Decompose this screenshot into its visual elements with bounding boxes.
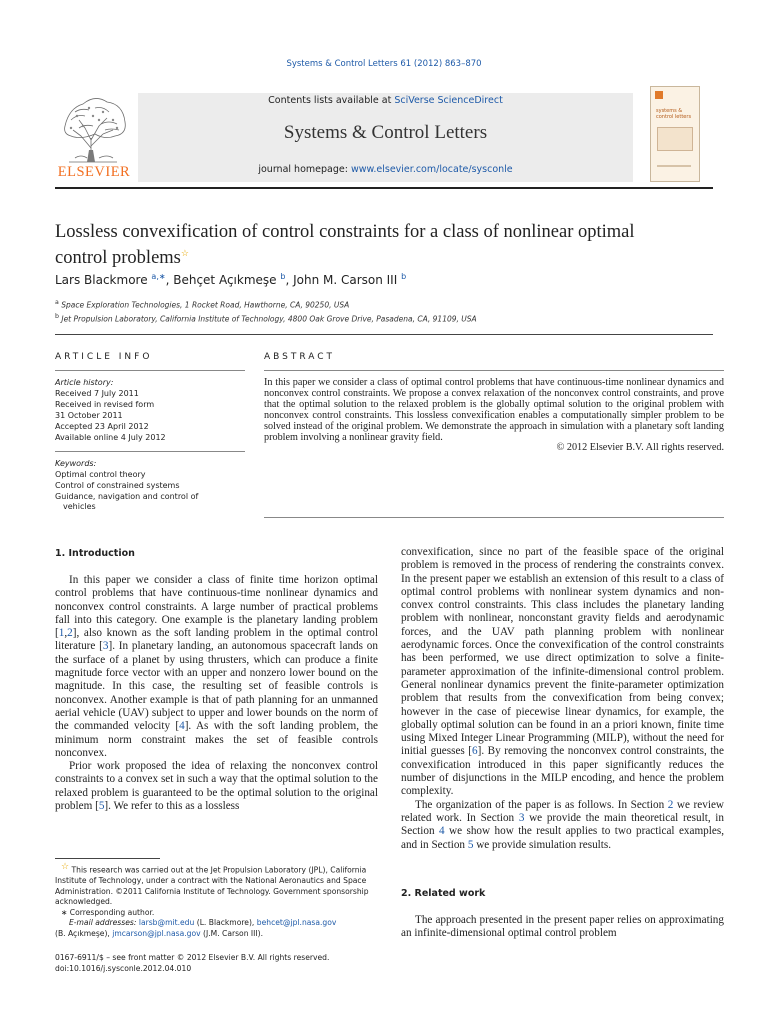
cover-footer-bar [657, 165, 691, 167]
email-link[interactable]: larsb@mit.edu [138, 918, 195, 928]
intro-paragraph-3 [401, 546, 724, 799]
cover-illustration [657, 127, 693, 151]
ref-link[interactable]: 6 [472, 745, 478, 758]
abstract-text: In this paper we consider a class of optimal control problems that have continuous-time nonlinear dynamics and nonconvex control constraints. We propose a convex relaxation of the nonconvex control constraints, and prove that the optimal solution to the relaxed problem is the globally optimal solution to the original problem with nonconvex control constraints. This lossless convexification enables a computationally simpler problem to be solved instead of the original problem. We demonstrate the approach in simulation with a planetary soft landing problem involving a nonlinear gravity field. [264, 377, 724, 443]
related-work-body [401, 914, 724, 941]
affiliation-divider [55, 334, 713, 335]
left-column [55, 574, 378, 813]
homepage-link[interactable]: www.elsevier.com/locate/sysconle [350, 164, 513, 175]
footnote-emails [55, 918, 378, 929]
keyword-item: Optimal control theory [55, 470, 146, 479]
intro-paragraph-1 [55, 574, 378, 760]
text-run: The organization of the paper is as follows. In Section [415, 798, 668, 811]
text-run: ], also known as the soft landing problem in the optimal control literature [ [55, 627, 378, 653]
text-run: convexification, since no part of the feasible space of the original problem is removed in the process of rendering the constraints convex. In the present paper we establish an extension of this result to a class of optimal control problems with nonlinear system dynamics and non-convex control constraints. This class includes the planetary landing problem with nonlinear, nonconstant gravity fields and aerodynamic forces, and the UAV path planning problem with nonlinear aerodynamic forces. Once the convexification of the control constraints has been performed, we use direct optimization to solve a finite-parameter approximation of the infinite-dimensional control problem. General nonlinear dynamics prevent the finite-parameter optimization problem that results from the convexification from being convex; however in the case of piecewise linear dynamics, for example, the globally optimal solution can be found in an a priori known, finite time using Mixed Integer Linear Programming (MILP), without the need for initial guesses [ [401, 546, 724, 758]
keyword-item: Guidance, navigation and control of [55, 492, 199, 501]
text-run: Prior work proposed the idea of relaxing the nonconvex control constraints to a convex set in such a way that the optimal solution to the relaxed problem is guaranteed to be the optimal solution to the original problem [ [55, 760, 378, 813]
homepage-prefix: journal homepage: [258, 164, 351, 175]
text-run: we provide the main theoretical result, in Section [401, 811, 724, 838]
author-separator: , [285, 273, 294, 287]
text-run: ]. We refer to this as a lossless [104, 800, 240, 813]
keyword-item: vehicles [63, 502, 96, 511]
journal-cover-thumbnail[interactable] [650, 86, 700, 182]
text-run: In this paper we consider a class of finite time horizon optimal control problems that have continuous-time nonlinear dynamics and nonconvex control constraints. A large number of practical problems fall into this category. One example is the planetary landing problem [ [55, 574, 378, 640]
text-run: ]. By removing the nonconvex control constraints, the convexification introduced in this paper significantly reduces the number of disjunctions in the MILP encoding, and hence the problem complexity. [401, 745, 724, 798]
sciencedirect-link[interactable]: SciVerse ScienceDirect [394, 95, 503, 106]
footnote-emails-cont [55, 929, 378, 940]
author-name: Behçet Açıkmeşe [173, 273, 277, 287]
ref-link[interactable]: 2 [67, 627, 73, 640]
title-line-2 [55, 243, 715, 269]
title-line-1: Lossless convexification of control constraints for a class of nonlinear optimal [55, 222, 635, 242]
footnotes [55, 862, 378, 939]
text-run: ]. As with the soft landing problem, the minimum norm constraint makes the set of feasible controls nonconvex. [55, 720, 379, 759]
text-run: we review related work. In Section [401, 798, 724, 824]
title-line-2-text: control problems [55, 248, 181, 269]
author-list [55, 272, 715, 287]
cover-logo-mark [655, 91, 663, 99]
publisher-name: ELSEVIER [57, 164, 131, 180]
doi-link[interactable]: doi:10.1016/j.sysconle.2012.04.010 [55, 964, 192, 973]
section-link[interactable]: 2 [667, 798, 674, 811]
right-column [401, 546, 724, 852]
abstract-copyright: © 2012 Elsevier B.V. All rights reserved. [556, 442, 724, 454]
author-name: Lars Blackmore [55, 273, 148, 287]
email-owner: (L. Blackmore), [194, 918, 257, 928]
related-paragraph-1: The approach presented in the present paper relies on approximating an infinite-dimensional optimal control problem [401, 914, 724, 940]
article-info-heading: ARTICLE INFO [55, 352, 153, 362]
ref-link[interactable]: 5 [98, 800, 105, 813]
intro-paragraph-2 [55, 760, 378, 813]
abstract-heading: ABSTRACT [264, 352, 336, 362]
journal-title: Systems & Control Letters [283, 122, 488, 143]
section-link[interactable]: 3 [518, 811, 525, 824]
affiliation-text: Space Exploration Technologies, 1 Rocket Road, Hawthorne, CA, 90250, USA [61, 300, 350, 310]
text-run: we provide simulation results. [473, 838, 612, 851]
text-run: , [64, 627, 68, 640]
email-link[interactable]: behcet@jpl.nasa.gov [256, 918, 337, 928]
affiliation-b [55, 313, 715, 324]
footnote-funding-text: This research was carried out at the Jet Propulsion Laboratory (JPL), California Institute of Technology, under a contract with the National Aeronautics and Space Administration. ©2011 California Institute of Technology. Government sponsorship acknowledged. [55, 865, 369, 907]
cover-title-line-2: control letters [656, 113, 692, 120]
affiliation-mark: a [55, 299, 59, 306]
abstract-divider [264, 370, 724, 371]
ref-link[interactable]: 3 [102, 640, 109, 653]
section-1-heading: 1. Introduction [55, 548, 135, 559]
email-label: E-mail addresses: [69, 918, 137, 928]
history-item: Available online 4 July 2012 [55, 433, 166, 442]
section-2-heading: 2. Related work [401, 888, 486, 899]
abstract-body [264, 378, 724, 454]
section-link[interactable]: 5 [467, 838, 474, 851]
affiliation-text: Jet Propulsion Laboratory, California Institute of Technology, 4800 Oak Grove Drive, Pasadena, CA, 91109, USA [61, 314, 477, 324]
author-separator: , [165, 273, 174, 287]
footnote-funding [55, 862, 378, 908]
footnote-corresponding [55, 908, 378, 919]
history-item: Accepted 23 April 2012 [55, 422, 149, 431]
email-owner: (J.M. Carson III). [200, 928, 264, 938]
journal-citation[interactable]: Systems & Control Letters 61 (2012) 863–870 [286, 59, 482, 69]
keywords-label: Keywords: [55, 459, 97, 468]
title-footnote-star-icon[interactable]: ☆ [180, 248, 189, 258]
email-owner: (B. Açıkmeşe), [55, 928, 113, 938]
history-item: 31 October 2011 [55, 411, 123, 420]
email-link[interactable]: jmcarson@jpl.nasa.gov [112, 928, 201, 938]
article-info-divider [55, 370, 245, 371]
affiliation-mark: b [55, 313, 59, 320]
cover-title-line-1: systems & [656, 108, 683, 114]
corresponding-mark: ∗ [61, 907, 68, 917]
footnote-star-icon: ☆ [61, 862, 70, 872]
history-item: Received 7 July 2011 [55, 389, 139, 398]
contents-line [138, 95, 633, 106]
journal-homepage-line [138, 164, 633, 175]
author-affiliation-mark[interactable]: b [401, 272, 407, 281]
ref-link[interactable]: 4 [179, 720, 185, 733]
article-title [55, 222, 715, 269]
header-divider [55, 187, 713, 189]
issn-line: 0167-6911/$ – see front matter © 2012 Elsevier B.V. All rights reserved. [55, 953, 330, 962]
author-affiliation-mark[interactable]: b [280, 272, 286, 281]
text-run: we show how the result applies to two practical examples, and in Section [401, 825, 724, 851]
ref-link[interactable]: 1 [58, 627, 65, 640]
article-history-label: Article history: [55, 378, 114, 387]
abstract-bottom-divider [264, 517, 724, 518]
author-name: John M. Carson III [293, 273, 398, 287]
corresponding-text: Corresponding author. [69, 907, 155, 917]
history-item: Received in revised form [55, 400, 155, 409]
text-run: ]. In planetary landing, an autonomous spacecraft lands on the surface of a planet by using thrusters, which can produce a finite magnitude force vector with an upper and nonzero lower bound on the magnitude. In this case, the resulting set of feasible controls is nonconvex. Another example is that of path planning for an unmanned aerial vehicle (UAV) subject to upper and lower bounds on the norm of the commanded velocity [ [55, 640, 378, 733]
footnote-divider [55, 858, 160, 859]
affiliation-a [55, 299, 715, 310]
keyword-item: Control of constrained systems [55, 481, 180, 490]
contents-prefix: Contents lists available at [268, 95, 395, 106]
intro-paragraph-4 [401, 799, 724, 852]
section-link[interactable]: 4 [438, 825, 445, 838]
cover-title [656, 109, 696, 120]
author-affiliation-mark[interactable]: a,∗ [151, 272, 166, 281]
keywords-divider [55, 451, 245, 452]
